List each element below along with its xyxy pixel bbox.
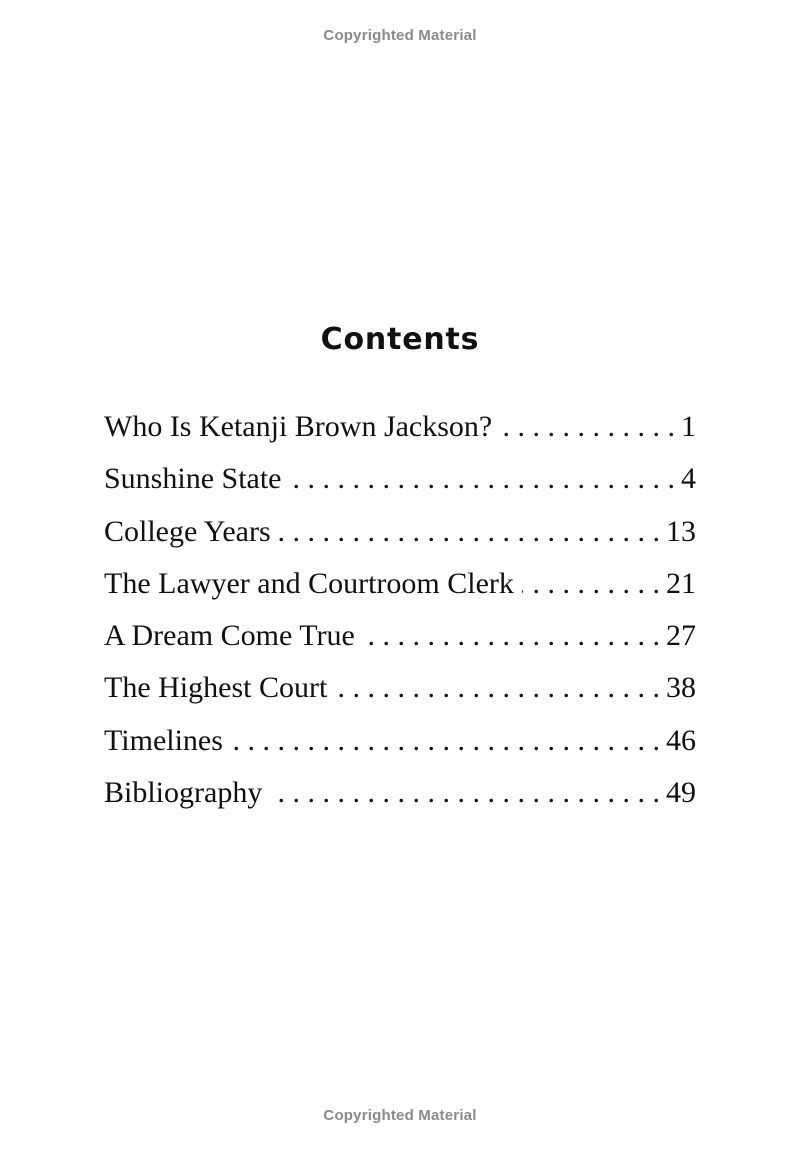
toc-entry-title: A Dream Come True: [104, 619, 355, 653]
toc-entry: [104, 515, 696, 567]
dot-leader: [500, 410, 675, 444]
toc-entry-title: Sunshine State: [104, 462, 282, 496]
table-of-contents: [104, 410, 696, 828]
toc-entry-page: 49: [666, 776, 696, 810]
dot-leader: [290, 462, 676, 496]
toc-entry: [104, 619, 696, 671]
contents-title: Contents: [320, 322, 480, 357]
toc-entry-page: 46: [666, 723, 696, 757]
dot-leader: [270, 776, 660, 810]
toc-entry: [104, 724, 696, 776]
toc-entry-page: 4: [681, 462, 696, 496]
toc-entry-title: The Lawyer and Courtroom Clerk: [104, 566, 514, 600]
copyright-watermark-top: Copyrighted Material: [323, 27, 477, 44]
toc-entry: [104, 671, 696, 723]
toc-entry-title: Timelines: [104, 723, 223, 757]
toc-entry-title: The Highest Court: [104, 671, 328, 705]
toc-entry: [104, 410, 696, 462]
toc-entry-page: 1: [681, 410, 696, 443]
dot-leader: [231, 724, 660, 758]
toc-entry-page: 21: [666, 566, 696, 600]
toc-entry: [104, 567, 696, 619]
dot-leader: [363, 619, 660, 653]
dot-leader: [279, 515, 660, 549]
copyright-watermark-bottom: Copyrighted Material: [323, 1107, 477, 1124]
dot-leader: [522, 567, 660, 601]
toc-entry: [104, 462, 696, 514]
toc-entry-title: Who Is Ketanji Brown Jackson?: [104, 410, 493, 443]
toc-entry-page: 27: [666, 619, 696, 653]
toc-entry-page: 38: [666, 671, 696, 705]
toc-entry: [104, 776, 696, 828]
toc-entry-page: 13: [666, 514, 696, 548]
toc-entry-title: College Years: [104, 514, 271, 548]
toc-entry-title: Bibliography: [104, 776, 263, 810]
dot-leader: [335, 671, 660, 705]
